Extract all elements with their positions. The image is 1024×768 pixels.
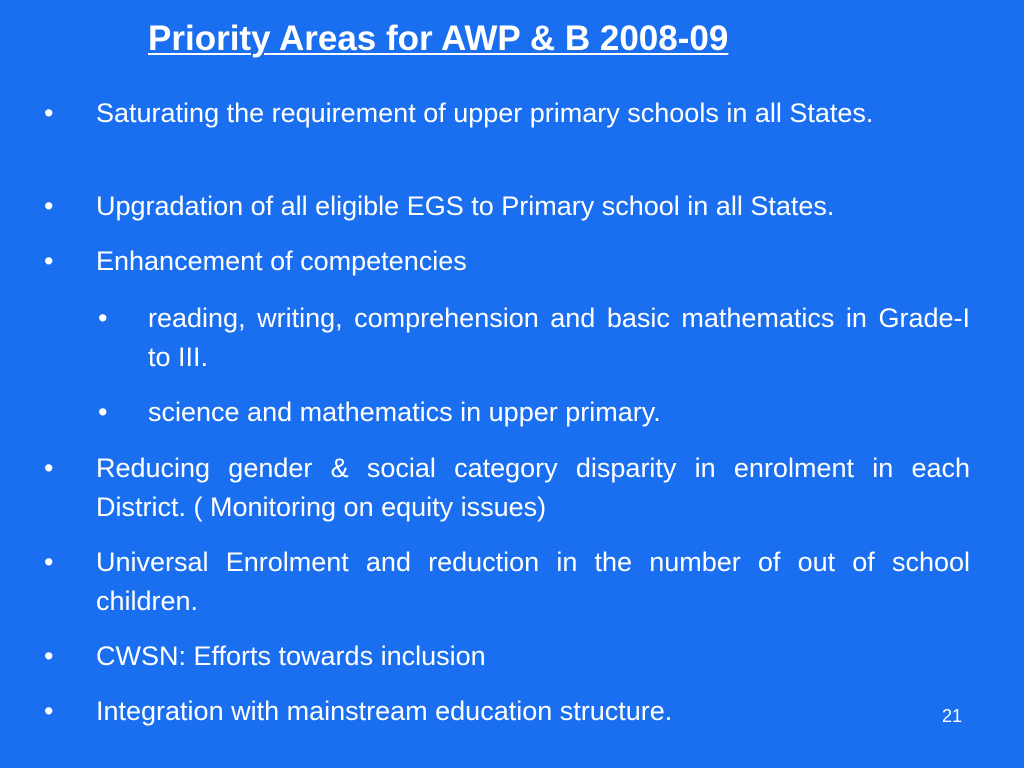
bullet-icon: • (44, 98, 54, 128)
bullet-icon: • (44, 191, 54, 221)
list-item: Saturating the requirement of upper primary schools in all States. (96, 98, 874, 128)
list-item: Universal Enrolment and reduction in the number of out of school children. (96, 547, 970, 616)
list-item: Integration with mainstream education structure. (96, 696, 673, 726)
slide-title: Priority Areas for AWP & B 2008-09 (148, 19, 729, 58)
bullet-icon: • (44, 641, 54, 671)
list-item: Reducing gender & social category disparity in enrolment in each District. ( Monitoring on equity issues) (96, 453, 970, 522)
sub-bullet-icon: • (98, 397, 108, 427)
bullet-icon: • (44, 246, 54, 276)
sub-list-item: science and mathematics in upper primary. (148, 397, 661, 427)
sub-bullet-icon: • (98, 303, 108, 333)
list-item: Enhancement of competencies (96, 246, 467, 276)
page-number: 21 (941, 706, 962, 726)
bullet-icon: • (44, 453, 54, 483)
sub-list-item: reading, writing, comprehension and basic mathematics in Grade-I to III. (148, 303, 970, 372)
list-item: CWSN: Efforts towards inclusion (96, 641, 486, 671)
list-item: Upgradation of all eligible EGS to Primary school in all States. (96, 191, 835, 221)
bullet-icon: • (44, 696, 54, 726)
bullet-icon: • (44, 547, 54, 577)
